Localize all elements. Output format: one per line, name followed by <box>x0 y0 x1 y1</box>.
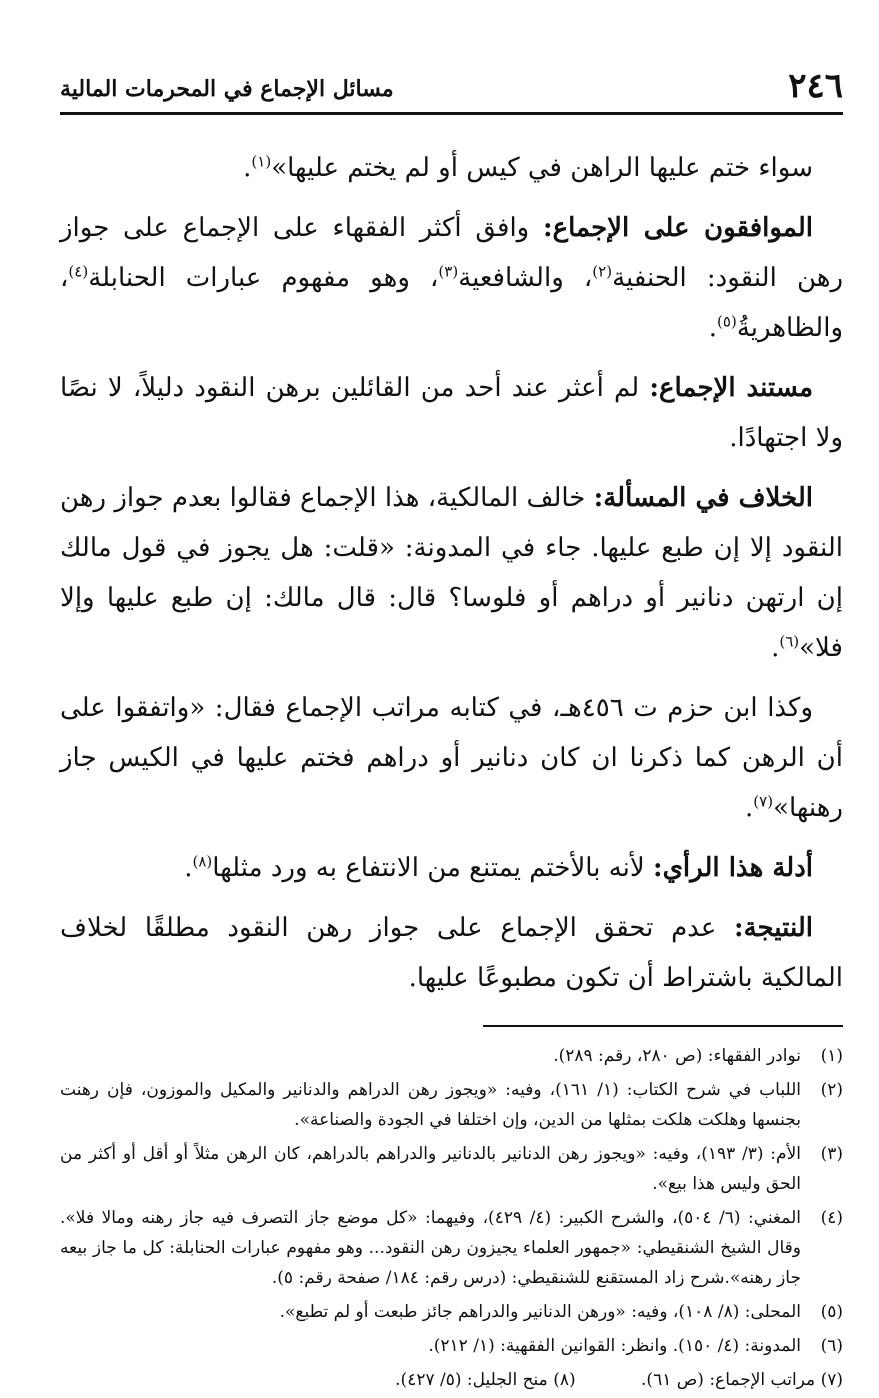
footnote-ref: (٤) <box>68 262 89 281</box>
footnote-number: (٢) <box>820 1080 843 1100</box>
paragraph-end: . <box>771 633 780 663</box>
paragraph-text: عدم تحقق الإجماع على جواز رهن النقود مطلقًا لخلاف المالكية باشتراط أن تكون مطبوعًا عليها. <box>60 913 843 993</box>
footnote <box>60 1139 843 1199</box>
footnote-number: (١) <box>820 1046 843 1066</box>
footnote-text: نوادر الفقهاء: (ص ٢٨٠، رقم: ٢٨٩). <box>553 1046 801 1066</box>
footnote-ref: (١) <box>251 152 272 171</box>
footnote-pair <box>60 1365 843 1395</box>
paragraph-disagreement <box>60 473 843 673</box>
paragraph-end: . <box>708 313 718 343</box>
footnote-text: المحلى: (٨/ ١٠٨)، وفيه: «ورهن الدنانير والدراهم جائز طبعت أو لم تطبع». <box>279 1302 801 1322</box>
paragraph-text: وكذا ابن حزم ت ٤٥٦هـ، في كتابه مراتب الإجماع فقال: «واتفقوا على أن الرهن كما ذكرنا ان كان دنانير أو دراهم فختم عليها في الكيس جاز رهنها» <box>60 693 843 823</box>
book-page <box>60 64 843 1390</box>
footnote-ref: (٧) <box>753 792 774 811</box>
paragraph-result <box>60 903 843 1003</box>
footnote-text: الأم: (٣/ ١٩٣)، وفيه: «ويجوز رهن الدنانير بالدنانير والدراهم بالدراهم، كان الرهن مثلاً أو أقل أو أكثر من الحق وليس هذا بيع». <box>60 1144 801 1194</box>
paragraph-quote-end <box>60 143 843 193</box>
footnote-number: (٦) <box>820 1336 843 1356</box>
footnote <box>60 1331 843 1361</box>
footnote <box>60 1297 843 1327</box>
paragraph-end: . <box>745 793 754 823</box>
section-label: الموافقون على الإجماع: <box>543 213 813 243</box>
footnote-ref: (٦) <box>779 632 800 651</box>
paragraph-text: لم أعثر عند أحد من القائلين برهن النقود دليلاً، لا نصًا ولا اجتهادًا. <box>60 373 843 453</box>
paragraph-ibn-hazm <box>60 683 843 833</box>
footnote-ref: (٢) <box>592 262 613 281</box>
section-label: الخلاف في المسألة: <box>593 483 813 513</box>
paragraph-text: ، والشافعية <box>458 263 593 293</box>
footnote-number: (٣) <box>820 1144 843 1164</box>
section-label: أدلة هذا الرأي: <box>652 853 813 883</box>
footnote <box>60 1203 843 1293</box>
footnote <box>60 1041 843 1071</box>
footnote-separator <box>483 1025 843 1027</box>
paragraph-end: . <box>243 153 252 183</box>
footnotes <box>60 1041 843 1395</box>
paragraph-text: وافق أكثر الفقهاء على الإجماع على جواز رهن النقود: الحنفية <box>60 213 843 293</box>
footnote-ref: (٨) <box>192 852 213 871</box>
footnote-text: مراتب الإجماع: (ص ٦١). <box>641 1370 816 1390</box>
footnote-text: منح الجليل: (٥/ ٤٢٧). <box>395 1370 548 1390</box>
footnote-ref: (٥) <box>717 312 737 331</box>
paragraph-basis <box>60 363 843 463</box>
page-header <box>60 64 843 115</box>
footnote-number: (٥) <box>820 1302 843 1322</box>
paragraph-evidence <box>60 843 843 893</box>
footnote <box>641 1365 843 1395</box>
footnote-text: اللباب في شرح الكتاب: (١/ ١٦١)، وفيه: «ويجوز رهن الدراهم والدنانير والمكيل والموزون، فإن رهنت بجنسها وهلكت هلكت بمثلها من الدين، وإن اختلفا في الجودة والصناعة». <box>60 1080 801 1130</box>
running-title: مسائل الإجماع في المحرمات المالية <box>60 76 394 102</box>
paragraph-end: . <box>184 853 193 883</box>
footnote-number: (٨) <box>553 1370 576 1390</box>
paragraph-text: سواء ختم عليها الراهن في كيس أو لم يختم عليها» <box>271 153 813 183</box>
page-number: ٢٤٦ <box>788 66 843 106</box>
body-text <box>60 143 843 1003</box>
paragraph-agreeing-scholars <box>60 203 843 353</box>
footnote-number: (٧) <box>820 1370 843 1390</box>
footnote <box>60 1075 843 1135</box>
paragraph-text: ، وهو مفهوم عبارات الحنابلة <box>88 263 439 293</box>
paragraph-text: لأنه بالأختم يمتنع من الانتفاع به ورد مثلها <box>212 853 653 883</box>
section-label: النتيجة: <box>733 913 813 943</box>
footnote-text: المدونة: (٤/ ١٥٠). وانظر: القوانين الفقهية: (١/ ٢١٢). <box>428 1336 801 1356</box>
footnote <box>395 1365 575 1395</box>
footnote-number: (٤) <box>820 1208 843 1228</box>
footnote-ref: (٣) <box>438 262 459 281</box>
footnote-text: المغني: (٦/ ٥٠٤)، والشرح الكبير: (٤/ ٤٢٩)، وفيهما: «كل موضع جاز التصرف فيه جاز رهنه ومالا فلا». وقال الشيخ الشنقيطي: «جمهور العلماء يجيزون رهن النقود... وهو مفهوم عبارات الحنابلة: كل ما جاز بيعه جاز رهنه».شرح زاد المستقنع للشنقيطي: (درس رقم: ١٨٤/ صفحة رقم: ٥). <box>60 1208 801 1288</box>
paragraph-text: ، والظاهريةُ <box>60 263 843 343</box>
paragraph-text: خالف المالكية، هذا الإجماع فقالوا بعدم جواز رهن النقود إلا إن طبع عليها. جاء في المدونة: «قلت: هل يجوز في قول مالك إن ارتهن دنانير أو دراهم أو فلوسا؟ قال: قال مالك: إن طبع عليها وإلا فلا» <box>60 483 843 663</box>
section-label: مستند الإجماع: <box>649 373 813 403</box>
